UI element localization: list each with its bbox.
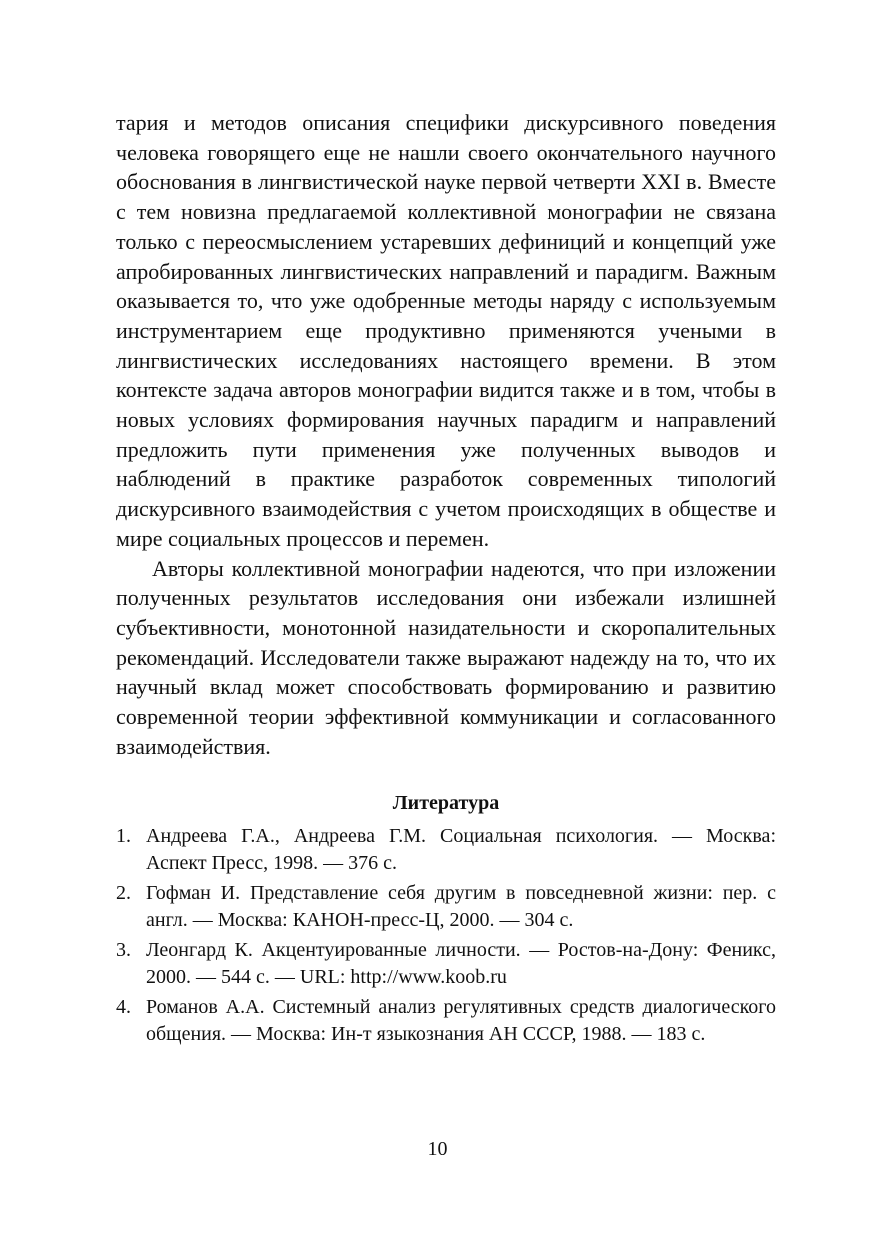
reference-text: Гофман И. Представление себя другим в повседневной жизни: пер. с англ. — Москва: КАНОН-пресс-Ц, 2000. — 304 с. — [146, 882, 776, 931]
page-number: 10 — [427, 1138, 448, 1160]
reference-text: Леонгард К. Акцентуированные личности. — Ростов-на-Дону: Феникс, 2000. — 544 с. — URL: http://www.koob.ru — [146, 939, 776, 988]
references-heading: Литература — [392, 792, 500, 815]
references-list — [116, 823, 776, 1047]
body-paragraph-2: Авторы коллективной монографии надеются, что при изложении полученных результатов исследования они избежали излишней субъективности, монотонной назидательности и скоропалительных рекомендаций. Исследователи также выражают надежду на то, что их научный вклад может способствовать формированию и развитию современной теории эффективной коммуникации и согласованного взаимодействия. — [116, 555, 776, 759]
reference-item-4 — [116, 994, 776, 1047]
reference-number: 4. — [116, 996, 131, 1019]
reference-item-2 — [116, 880, 776, 933]
reference-text: Андреева Г.А., Андреева Г.М. Социальная психология. — Москва: Аспект Пресс, 1998. — 376 с. — [146, 825, 776, 874]
reference-item-3 — [116, 937, 776, 990]
reference-item-1 — [116, 823, 776, 876]
reference-text: Романов А.А. Системный анализ регулятивных средств диалогического общения. — Москва: Ин-т языкознания АН СССР, 1988. — 183 с. — [146, 996, 776, 1045]
page-content — [116, 108, 776, 1051]
reference-number: 3. — [116, 939, 131, 962]
reference-number: 2. — [116, 882, 131, 905]
reference-number: 1. — [116, 825, 131, 848]
body-paragraph-1: тария и методов описания специфики дискурсивного поведения человека говорящего еще не нашли своего окончательного научного обоснования в лингвистической науке первой четверти XXI в. Вместе с тем новизна предлагаемой коллективной монографии не связана только с переосмыслением устаревших дефиниций и концепций уже апробированных лингвистических направлений и парадигм. Важным оказывается то, что уже одобренные методы наряду с используемым инструментарием еще продуктивно применяются учеными в лингвистических исследованиях настоящего времени. В этом контексте задача авторов монографии видится также и в том, чтобы в новых условиях формирования научных парадигм и направлений предложить пути применения уже полученных выводов и наблюдений в практике разработок современных типологий дискурсивного взаимодействия с учетом происходящих в обществе и мире социальных процессов и перемен. — [116, 110, 776, 551]
